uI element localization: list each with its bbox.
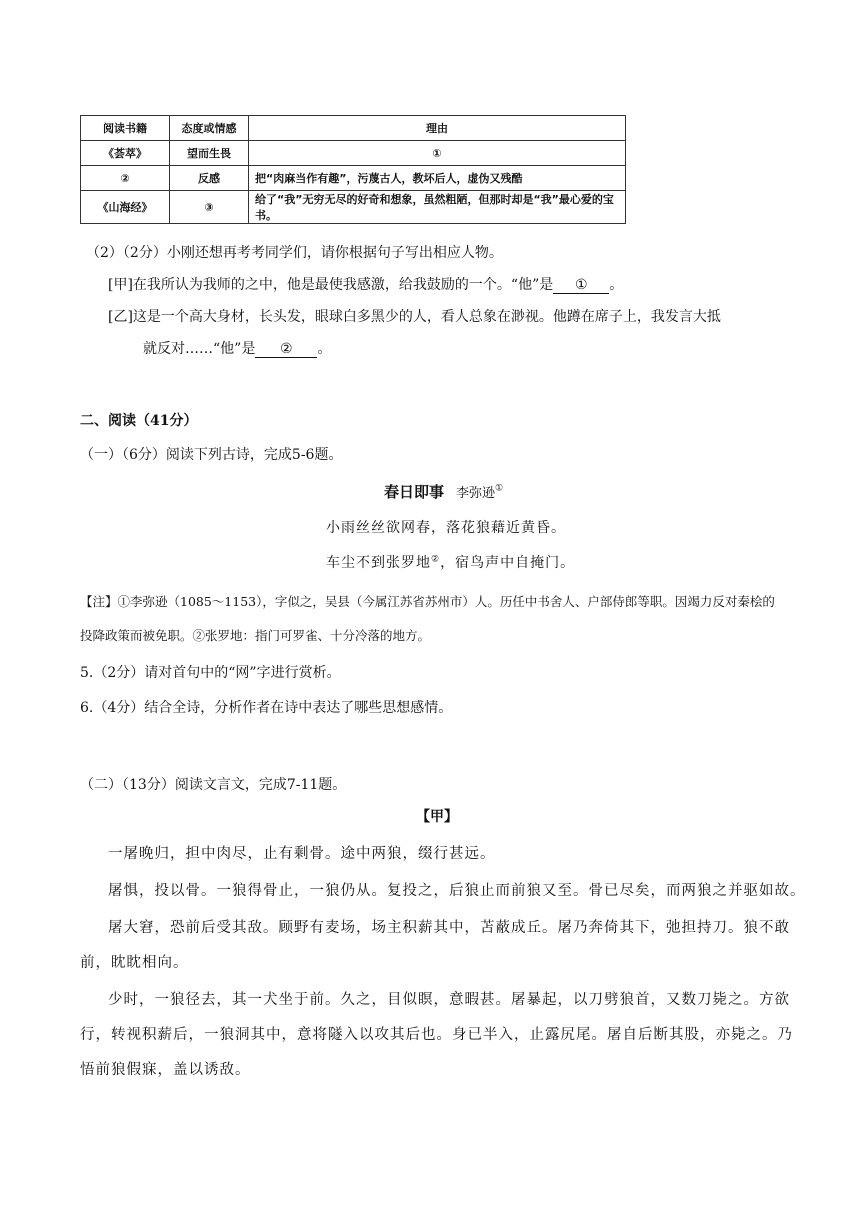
table-cell: ② (81, 166, 170, 191)
reading-table (80, 115, 626, 224)
passage-paragraph-2: 屠惧，投以骨。一狼得骨止，一狼仍从。复投之，后狼止而前狼又至。骨已尽矣，而两狼之并驱如故。 (108, 883, 806, 899)
answer-blank-1: ① (553, 277, 609, 294)
question-2-item-b: [乙]这是一个高大身材，长头发，眼球白多黑少的人，看人总象在渺视。他蹲在席子上，我发言大抵 (108, 309, 721, 325)
item-b-end: 。 (317, 341, 332, 357)
passage-paragraph-1: 一屠晚归，担中肉尽，止有剩骨。途中两狼，缀行甚远。 (108, 846, 496, 862)
answer-blank-2: ② (255, 341, 317, 358)
item-a-text: [甲]在我所认为我师的之中，他是最使我感激，给我鼓励的一个。“他”是 (108, 277, 554, 293)
footnote-mark: ① (495, 483, 504, 494)
table-cell: ① (249, 141, 626, 166)
subsection-1-heading: （一）（6分）阅读下列古诗，完成5-6题。 (80, 447, 343, 463)
table-header-cell: 阅读书籍 (81, 116, 170, 141)
table-header-cell: 理由 (249, 116, 626, 141)
footnote-mark: ② (431, 554, 441, 565)
item-a-end: 。 (609, 277, 624, 293)
passage-paragraph-4-end: 悟前狼假寐，盖以诱敌。 (80, 1062, 251, 1078)
poem-line-2 (326, 552, 575, 572)
table-cell: 望而生畏 (170, 141, 249, 166)
question-2-stem: （2）（2分）小刚还想再考考同学们，请你根据句子写出相应人物。 (86, 245, 503, 261)
passage-paragraph-3-cont: 前，眈眈相向。 (80, 955, 189, 971)
poem-author: 李弥逊 (456, 486, 496, 501)
poem-line-2a: 车尘不到张罗地 (326, 555, 431, 571)
table-cell: 把“肉麻当作有趣”，污蔑古人，教坏后人，虚伪又残酷 (249, 166, 626, 191)
question-5: 5.（2分）请对首句中的“网”字进行赏析。 (80, 665, 341, 681)
passage-paragraph-4-cont: 行，转视积薪后，一狼洞其中，意将隧入以攻其后也。身已半入，止露尻尾。屠自后断其股，亦毙之。乃 (80, 1027, 793, 1043)
poem-title: 春日即事 (384, 483, 445, 501)
table-cell: 给了“我”无穷无尽的好奇和想象，虽然粗陋，但那时却是“我”最心爱的宝书。 (249, 191, 626, 224)
table-cell: 反感 (170, 166, 249, 191)
poem-line-2b: ，宿鸟声中自掩门。 (440, 555, 576, 571)
passage-label-jia: 【甲】 (416, 809, 458, 825)
table-header-row (81, 116, 626, 141)
question-2-item-a (108, 274, 623, 294)
question-6: 6.（4分）结合全诗，分析作者在诗中表达了哪些思想感情。 (80, 700, 453, 716)
table-row (81, 191, 626, 224)
table-header-cell: 态度或情感 (170, 116, 249, 141)
table-cell: 《荟萃》 (81, 141, 170, 166)
poem-note-line-1: 【注】①李弥逊（1085～1153），字似之，吴县（今属江苏省苏州市）人。历任中书舍人、户部侍郎等职。因竭力反对秦桧的 (80, 594, 775, 609)
poem-note-line-2: 投降政策而被免职。②张罗地：指门可罗雀、十分冷落的地方。 (80, 628, 431, 643)
table-row (81, 141, 626, 166)
table-cell: ③ (170, 191, 249, 224)
table-row (81, 166, 626, 191)
subsection-2-heading: （二）（13分）阅读文言文，完成7-11题。 (80, 777, 347, 793)
poem-title-line (384, 481, 503, 502)
passage-paragraph-4: 少时，一狼径去，其一犬坐于前。久之，目似瞑，意暇甚。屠暴起，以刀劈狼首，又数刀毙之。方欲 (108, 992, 790, 1008)
passage-paragraph-3: 屠大窘，恐前后受其敌。顾野有麦场，场主积薪其中，苫蔽成丘。屠乃奔倚其下，弛担持刀。狼不敢 (108, 920, 790, 936)
section-heading: 二、阅读（41分） (80, 413, 198, 429)
table-cell: 《山海经》 (81, 191, 170, 224)
item-b-text: 就反对……“他”是 (143, 341, 256, 357)
poem-line-1: 小雨丝丝欲网春，落花狼藉近黄昏。 (326, 520, 566, 536)
question-2-item-b-cont (143, 338, 331, 358)
